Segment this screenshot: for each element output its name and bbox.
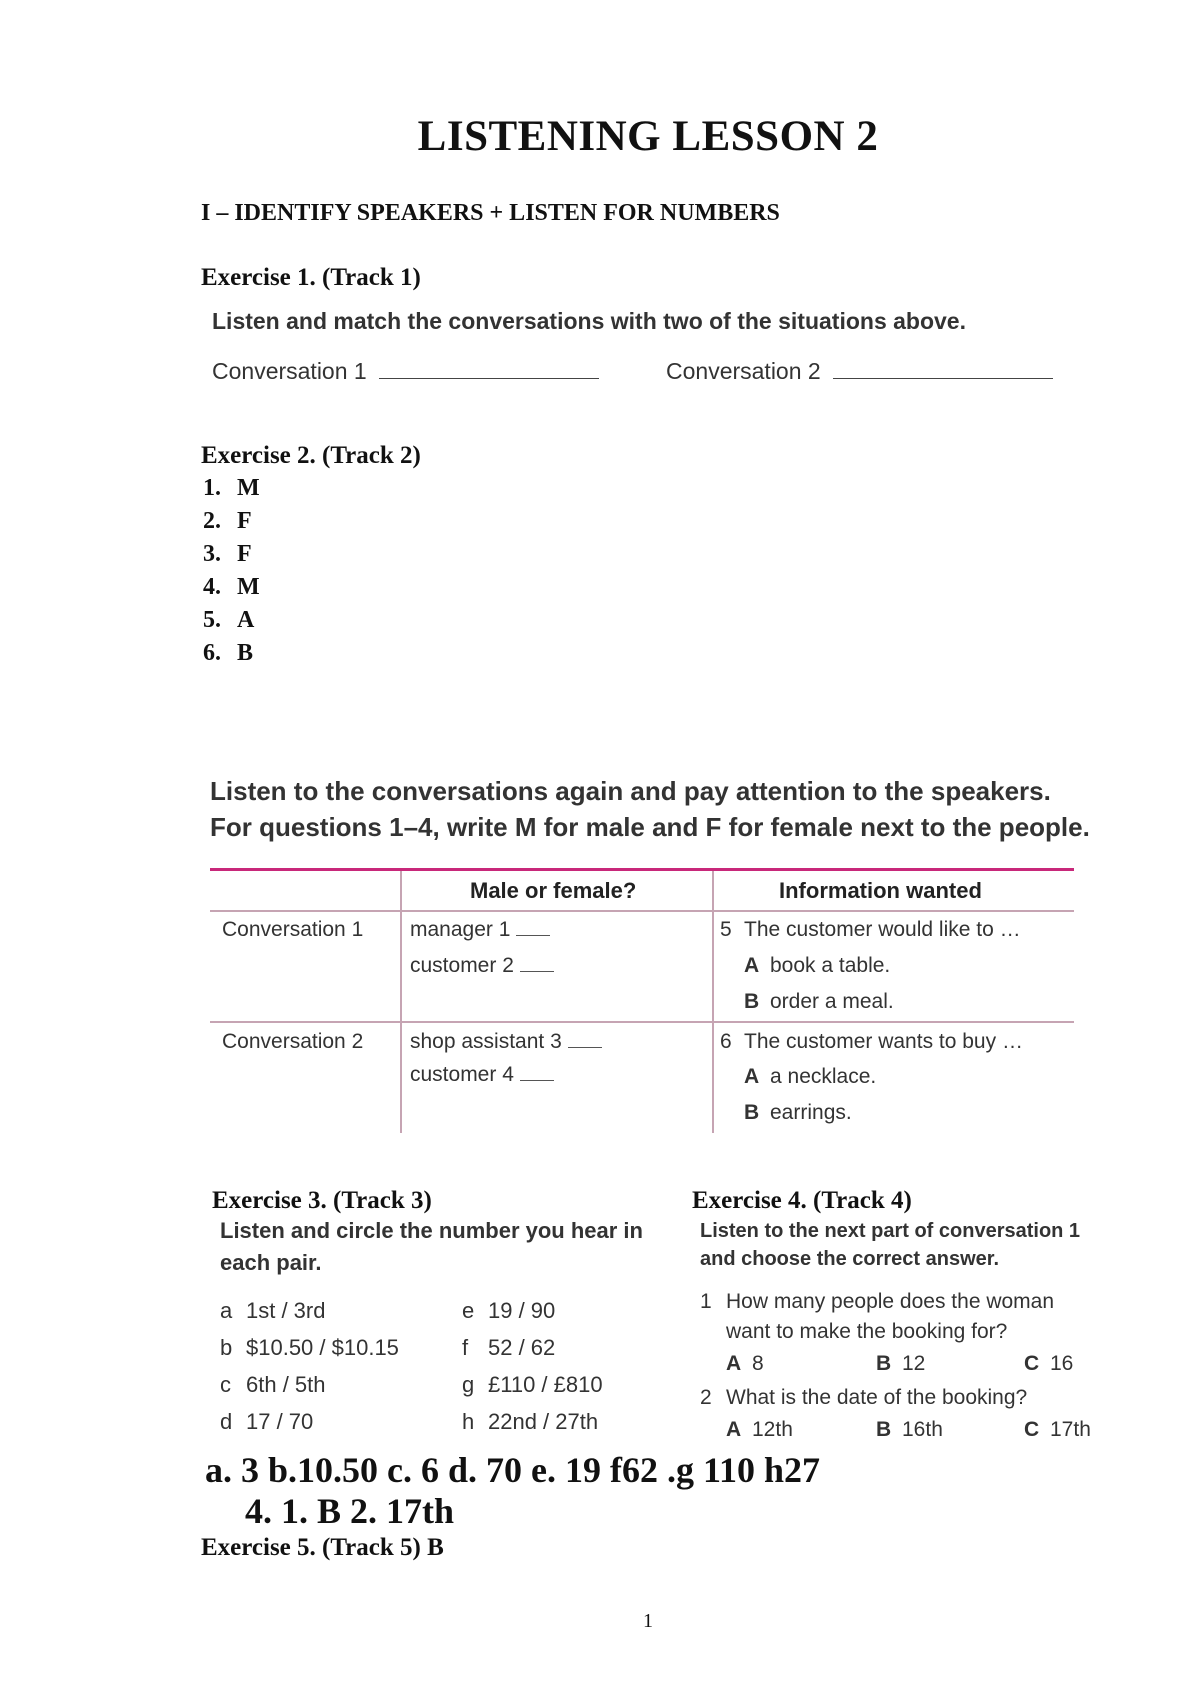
table-row-label: Conversation 1: [222, 918, 364, 941]
q1-option[interactable]: C 16: [1024, 1352, 1074, 1375]
table-header-gender: Male or female?: [470, 878, 637, 903]
number-pair[interactable]: a 1st / 3rd: [220, 1298, 326, 1323]
exercise2-heading: Exercise 2. (Track 2): [201, 442, 421, 469]
conv1-label: Conversation 1: [212, 358, 367, 384]
number-pair[interactable]: g £110 / £810: [462, 1372, 603, 1397]
ex2-answer: 3. F: [203, 541, 252, 567]
exercise5-heading: Exercise 5. (Track 5) B: [201, 1534, 444, 1561]
table-col-rule: [712, 871, 714, 1133]
number-pair[interactable]: e 19 / 90: [462, 1298, 556, 1323]
table-option: A book a table.: [744, 954, 891, 977]
table-person: manager 1: [410, 918, 550, 942]
number-pair[interactable]: d 17 / 70: [220, 1409, 314, 1434]
exercise3-instruction-line2: each pair.: [220, 1250, 322, 1275]
number-pair[interactable]: b $10.50 / $10.15: [220, 1335, 399, 1360]
page-number: 1: [643, 1610, 653, 1632]
exercise4-heading: Exercise 4. (Track 4): [692, 1187, 912, 1214]
table-top-rule: [210, 868, 1074, 871]
exercise3-instruction-line1: Listen and circle the number you hear in: [220, 1218, 643, 1243]
exercise3-answers: a. 3 b.10.50 c. 6 d. 70 e. 19 f62 .g 110 h27: [205, 1450, 821, 1490]
answer-blank[interactable]: [520, 955, 554, 972]
conv2-answer-blank[interactable]: [833, 358, 1053, 379]
exercise1-conv1: [212, 358, 599, 385]
ex2-answer: 4. M: [203, 574, 260, 600]
ex2-answer: 2. F: [203, 508, 252, 534]
table-option: A a necklace.: [744, 1065, 877, 1088]
exercise4-q1: 1 How many people does the woman: [700, 1290, 1055, 1313]
exercise4-instruction-line2: and choose the correct answer.: [700, 1248, 999, 1270]
exercise4-q1-line2: want to make the booking for?: [726, 1320, 1008, 1343]
answer-blank[interactable]: [516, 919, 550, 936]
page-title: LISTENING LESSON 2: [417, 113, 879, 160]
q2-option[interactable]: A 12th: [726, 1418, 793, 1441]
answer-blank[interactable]: [520, 1064, 554, 1081]
table-option: B order a meal.: [744, 990, 894, 1013]
answer-blank[interactable]: [568, 1031, 602, 1048]
exercise3-heading: Exercise 3. (Track 3): [212, 1187, 432, 1214]
exercise2-instruction-line1: Listen to the conversations again and pay attention to the speakers.: [210, 776, 1051, 806]
number-pair[interactable]: c 6th / 5th: [220, 1372, 326, 1397]
exercise4-answers: 4. 1. B 2. 17th: [245, 1491, 455, 1531]
speaker-table: [210, 868, 1074, 1133]
number-pair[interactable]: h 22nd / 27th: [462, 1409, 599, 1434]
ex2-answer: 5. A: [203, 607, 255, 633]
table-question: 5 The customer would like to …: [720, 918, 1021, 941]
exercise4-q2: 2 What is the date of the booking?: [700, 1386, 1028, 1409]
ex2-answer: 6. B: [203, 640, 254, 666]
conv1-answer-blank[interactable]: [379, 358, 599, 379]
exercise2-instruction-line2: For questions 1–4, write M for male and F for female next to the people.: [210, 812, 1090, 842]
section-heading: I – IDENTIFY SPEAKERS + LISTEN FOR NUMBERS: [201, 200, 780, 226]
table-question: 6 The customer wants to buy …: [720, 1030, 1023, 1053]
q1-option[interactable]: A 8: [726, 1352, 764, 1375]
table-col-rule: [400, 871, 402, 1133]
exercise4-instruction-line1: Listen to the next part of conversation 1: [700, 1220, 1081, 1242]
table-option: B earrings.: [744, 1101, 852, 1124]
q1-option[interactable]: B 12: [876, 1352, 926, 1375]
number-pair[interactable]: f 52 / 62: [462, 1335, 556, 1360]
table-person: customer 4: [410, 1063, 554, 1087]
q2-option[interactable]: B 16th: [876, 1418, 943, 1441]
table-row-rule: [210, 1021, 1074, 1023]
table-person: shop assistant 3: [410, 1030, 602, 1054]
table-person: customer 2: [410, 954, 554, 978]
conv2-label: Conversation 2: [666, 358, 821, 384]
q2-option[interactable]: C 17th: [1024, 1418, 1091, 1441]
exercise1-conv2: [666, 358, 1053, 385]
exercise1-heading: Exercise 1. (Track 1): [201, 264, 421, 291]
table-header-info: Information wanted: [779, 878, 982, 903]
table-row-label: Conversation 2: [222, 1030, 364, 1053]
table-header-rule: [210, 910, 1074, 912]
exercise1-instruction: Listen and match the conversations with two of the situations above.: [212, 308, 966, 334]
ex2-answer: 1. M: [203, 475, 260, 501]
